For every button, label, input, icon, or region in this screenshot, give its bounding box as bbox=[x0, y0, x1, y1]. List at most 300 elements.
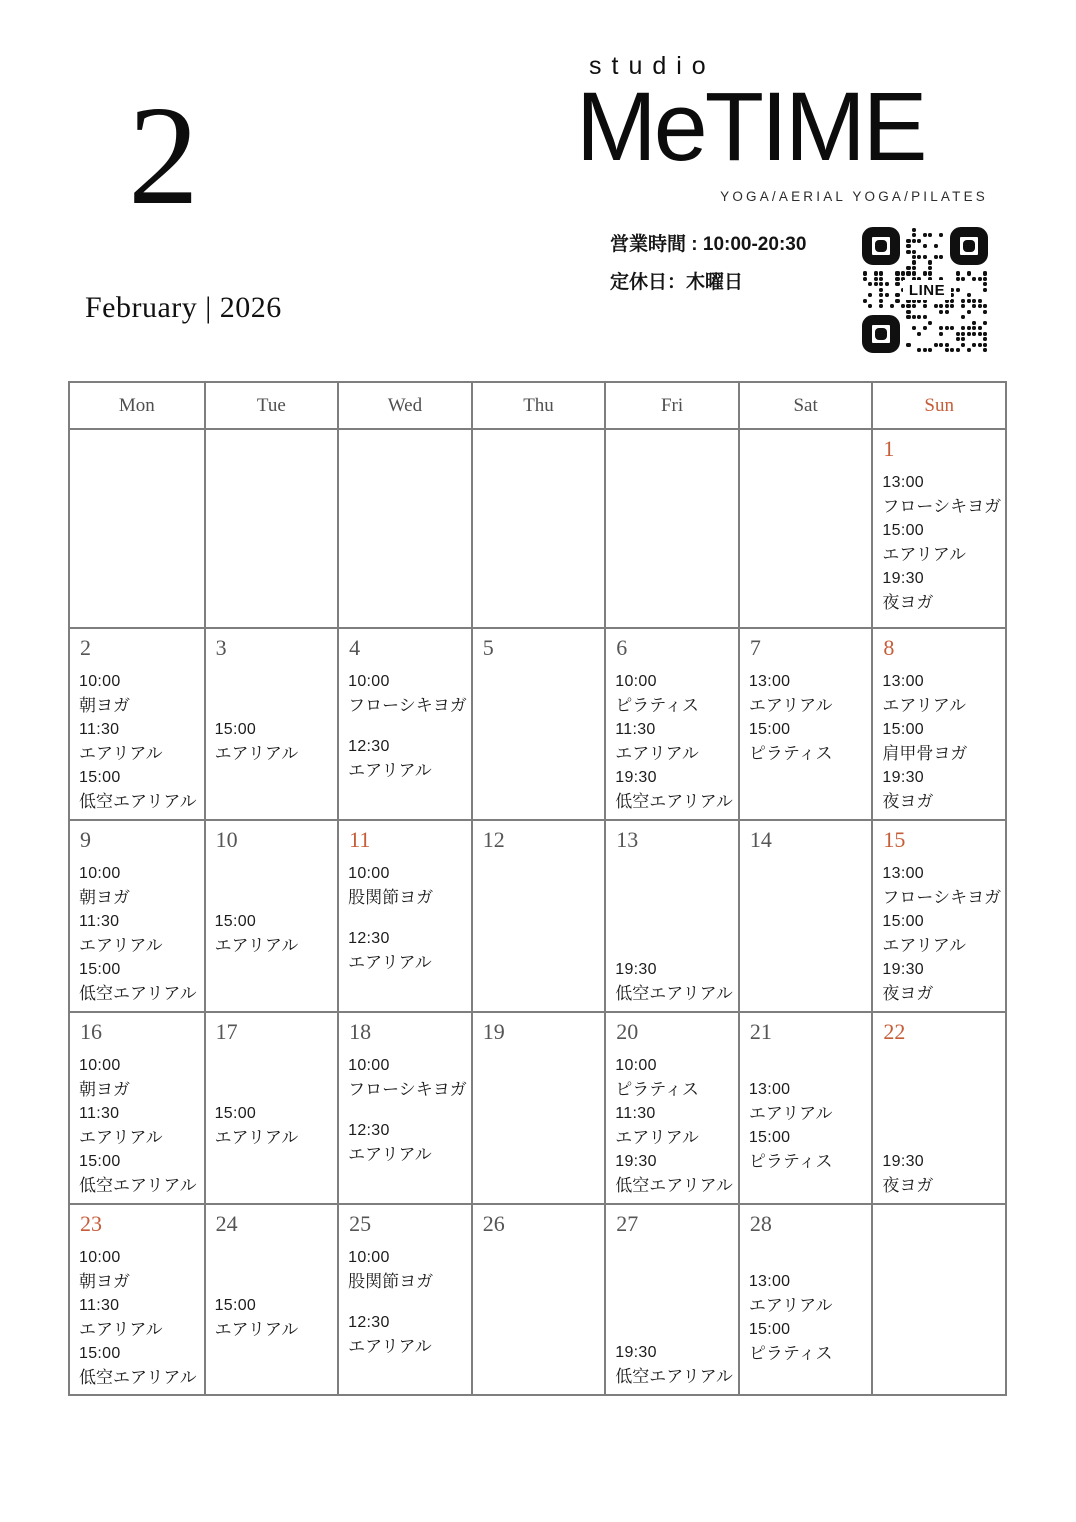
qr-module bbox=[879, 288, 883, 292]
date-number: 14 bbox=[749, 827, 772, 852]
event-time: 12:30 bbox=[348, 738, 390, 755]
event-time: 11:30 bbox=[615, 1105, 656, 1122]
event-time: 13:00 bbox=[882, 474, 924, 491]
date-number: 2 bbox=[80, 635, 91, 660]
events-list bbox=[482, 863, 605, 1007]
event-name: 夜ヨガ bbox=[882, 792, 934, 811]
event-time: 13:00 bbox=[882, 865, 924, 882]
event-name: 低空エアリアル bbox=[79, 1368, 197, 1387]
qr-module bbox=[912, 260, 916, 264]
qr-module bbox=[928, 260, 932, 264]
date-number: 28 bbox=[749, 1211, 772, 1236]
event-name: 低空エアリアル bbox=[615, 792, 733, 811]
event-time: 10:00 bbox=[615, 1057, 657, 1074]
events-list bbox=[348, 671, 471, 815]
qr-module bbox=[879, 277, 883, 281]
events-list bbox=[215, 671, 338, 815]
qr-module bbox=[912, 271, 916, 275]
business-hours: 営業時間 : 10:00-20:30 bbox=[610, 234, 807, 255]
qr-module bbox=[895, 299, 899, 303]
date-number: 8 bbox=[883, 635, 895, 660]
event-name: 股関節ヨガ bbox=[348, 1272, 434, 1291]
date-number: 15 bbox=[883, 827, 906, 852]
qr-module bbox=[901, 271, 905, 275]
qr-module bbox=[956, 332, 960, 336]
qr-module bbox=[895, 277, 899, 281]
calendar-grid-body bbox=[70, 430, 1005, 1394]
qr-module bbox=[923, 326, 927, 330]
event-name: エアリアル bbox=[348, 1145, 432, 1164]
qr-module bbox=[912, 233, 916, 237]
event-time: 15:00 bbox=[214, 913, 257, 930]
event-time: 15:00 bbox=[79, 1345, 121, 1362]
event-time: 19:30 bbox=[615, 1153, 657, 1170]
calendar-cell-26 bbox=[471, 1203, 605, 1394]
qr-module bbox=[983, 332, 987, 336]
calendar-cell-10 bbox=[204, 819, 338, 1011]
qr-module bbox=[917, 332, 921, 336]
qr-module bbox=[978, 326, 982, 330]
date-number: 3 bbox=[215, 635, 227, 660]
event-time: 15:00 bbox=[214, 1296, 257, 1314]
calendar-cell-empty bbox=[604, 430, 738, 627]
event-name: 低空エアリアル bbox=[615, 984, 733, 1003]
calendar-cell-8 bbox=[871, 627, 1005, 819]
event-time: 10:00 bbox=[79, 1057, 121, 1074]
weekday-fri: Fri bbox=[604, 383, 738, 428]
event-name: ピラティス bbox=[748, 1152, 833, 1171]
event-name: エアリアル bbox=[214, 1319, 299, 1339]
qr-module bbox=[956, 348, 960, 352]
date-number: 22 bbox=[883, 1019, 906, 1044]
date-number: 20 bbox=[616, 1019, 639, 1044]
event-name: ピラティス bbox=[615, 696, 699, 715]
calendar-cell-empty bbox=[204, 430, 338, 627]
event-name: エアリアル bbox=[79, 1320, 163, 1339]
qr-module bbox=[934, 343, 938, 347]
calendar-cell-24 bbox=[204, 1203, 338, 1394]
qr-module bbox=[967, 310, 971, 314]
calendar-cell-17 bbox=[204, 1011, 338, 1203]
weekday-mon: Mon bbox=[118, 394, 155, 416]
qr-module bbox=[956, 288, 960, 292]
calendar-cell-19 bbox=[471, 1011, 605, 1203]
qr-module bbox=[879, 293, 883, 297]
event-time: 10:00 bbox=[348, 1249, 390, 1266]
event-name: エアリアル bbox=[348, 1337, 432, 1356]
events-list bbox=[215, 863, 338, 1007]
brand-tagline: YOGA/AERIAL YOGA/PILATES bbox=[720, 189, 988, 204]
qr-module bbox=[906, 250, 910, 254]
qr-module bbox=[928, 266, 932, 270]
event-name: エアリアル bbox=[615, 1128, 699, 1147]
events-list bbox=[79, 1247, 204, 1390]
qr-module bbox=[961, 304, 965, 308]
event-time: 11:30 bbox=[79, 1297, 120, 1314]
qr-module bbox=[950, 348, 954, 352]
date-number: 23 bbox=[80, 1211, 102, 1236]
date-number: 4 bbox=[349, 635, 361, 660]
qr-module bbox=[906, 310, 910, 314]
qr-module bbox=[983, 282, 987, 286]
qr-module bbox=[912, 239, 916, 243]
qr-module bbox=[961, 337, 965, 341]
qr-module bbox=[978, 277, 982, 281]
event-time: 12:30 bbox=[348, 930, 390, 947]
events-list bbox=[882, 1247, 1005, 1390]
weekday-sat: Sat bbox=[738, 383, 872, 428]
events-list bbox=[348, 1247, 471, 1390]
qr-module bbox=[961, 326, 965, 330]
qr-module bbox=[983, 343, 987, 347]
qr-module bbox=[983, 348, 987, 352]
event-name: 朝ヨガ bbox=[79, 696, 130, 715]
qr-module bbox=[939, 304, 943, 308]
qr-module bbox=[906, 304, 910, 308]
qr-module bbox=[923, 271, 927, 275]
qr-module bbox=[945, 310, 949, 314]
qr-module bbox=[912, 266, 916, 270]
qr-module bbox=[972, 343, 976, 347]
event-name: エアリアル bbox=[882, 545, 967, 564]
qr-module bbox=[939, 343, 943, 347]
event-time: 15:00 bbox=[748, 1129, 791, 1146]
qr-module bbox=[961, 343, 965, 347]
brand-studio-text: studio bbox=[589, 52, 716, 80]
calendar-cell-25 bbox=[337, 1203, 471, 1394]
qr-module bbox=[972, 332, 976, 336]
qr-module bbox=[912, 315, 916, 319]
event-time: 12:30 bbox=[348, 1314, 390, 1331]
qr-module bbox=[906, 343, 910, 347]
event-name: 夜ヨガ bbox=[882, 593, 934, 612]
event-time: 10:00 bbox=[348, 673, 390, 690]
events-list bbox=[882, 1055, 1005, 1199]
event-time: 10:00 bbox=[615, 673, 657, 690]
qr-module bbox=[978, 343, 982, 347]
qr-module bbox=[879, 271, 883, 275]
qr-module bbox=[863, 277, 867, 281]
qr-module bbox=[978, 332, 982, 336]
date-number: 19 bbox=[482, 1019, 505, 1044]
event-name: ピラティス bbox=[748, 744, 833, 763]
event-name: 夜ヨガ bbox=[882, 984, 934, 1003]
calendar-cell-13 bbox=[604, 819, 738, 1011]
date-number: 12 bbox=[482, 827, 505, 852]
weekday-tue: Tue bbox=[204, 383, 338, 428]
date-number: 18 bbox=[349, 1019, 372, 1044]
qr-finder bbox=[862, 227, 900, 265]
calendar-cell-4 bbox=[337, 627, 471, 819]
qr-module bbox=[868, 293, 872, 297]
qr-module bbox=[890, 304, 894, 308]
event-name: 肩甲骨ヨガ bbox=[882, 744, 968, 763]
qr-module bbox=[972, 304, 976, 308]
events-list bbox=[749, 1055, 872, 1199]
event-time: 10:00 bbox=[79, 673, 121, 690]
event-time: 11:30 bbox=[79, 721, 120, 738]
event-name: エアリアル bbox=[214, 936, 299, 955]
calendar-cell-9 bbox=[70, 819, 204, 1011]
event-time: 10:00 bbox=[79, 1249, 121, 1266]
qr-module bbox=[874, 271, 878, 275]
event-time: 15:00 bbox=[882, 913, 924, 930]
qr-module bbox=[879, 282, 883, 286]
date-number: 24 bbox=[215, 1211, 238, 1236]
calendar-cell-20 bbox=[604, 1011, 738, 1203]
date-number: 27 bbox=[616, 1211, 639, 1236]
qr-module bbox=[961, 332, 965, 336]
qr-module bbox=[934, 255, 938, 259]
line-label: LINE bbox=[903, 280, 951, 300]
event-time: 13:00 bbox=[882, 673, 924, 690]
qr-module bbox=[917, 315, 921, 319]
qr-module bbox=[912, 228, 916, 232]
event-time: 15:00 bbox=[79, 769, 121, 786]
events-list bbox=[348, 863, 471, 1007]
qr-module bbox=[912, 255, 916, 259]
qr-module bbox=[950, 304, 954, 308]
events-list bbox=[348, 1055, 471, 1199]
event-name: フローシキヨガ bbox=[882, 888, 1002, 907]
events-list bbox=[482, 671, 605, 815]
weekday-thu: Thu bbox=[471, 383, 605, 428]
event-time: 10:00 bbox=[79, 865, 121, 882]
date-number: 6 bbox=[616, 635, 628, 660]
qr-module bbox=[939, 326, 943, 330]
calendar-cell-7 bbox=[738, 627, 872, 819]
event-time: 15:00 bbox=[748, 1320, 791, 1338]
event-name: エアリアル bbox=[348, 953, 432, 972]
event-time: 12:30 bbox=[348, 1122, 390, 1139]
qr-module bbox=[934, 304, 938, 308]
events-list bbox=[749, 671, 872, 815]
qr-module bbox=[961, 315, 965, 319]
qr-module bbox=[885, 293, 889, 297]
date-number: 16 bbox=[80, 1019, 102, 1044]
calendar-cell-27 bbox=[604, 1203, 738, 1394]
qr-module bbox=[956, 337, 960, 341]
qr-module bbox=[967, 293, 971, 297]
closed-day: 定休日：木曜日 bbox=[610, 272, 744, 293]
qr-module bbox=[939, 310, 943, 314]
date-number: 9 bbox=[80, 827, 91, 852]
date-number: 13 bbox=[616, 827, 639, 852]
event-name: ピラティス bbox=[615, 1080, 699, 1099]
qr-module bbox=[939, 233, 943, 237]
events-list bbox=[482, 472, 605, 623]
event-time: 15:00 bbox=[882, 721, 924, 738]
event-name: フローシキヨガ bbox=[882, 497, 1002, 516]
weekday-wed: Wed bbox=[337, 383, 471, 428]
event-time: 15:00 bbox=[882, 522, 924, 539]
events-list bbox=[749, 863, 872, 1007]
qr-module bbox=[967, 299, 971, 303]
qr-module bbox=[956, 271, 960, 275]
qr-module bbox=[863, 271, 867, 275]
calendar-cell-21 bbox=[738, 1011, 872, 1203]
event-time: 15:00 bbox=[748, 721, 791, 738]
qr-module bbox=[978, 299, 982, 303]
qr-module bbox=[906, 266, 910, 270]
qr-module bbox=[912, 250, 916, 254]
qr-module bbox=[983, 304, 987, 308]
calendar-cell-15 bbox=[871, 819, 1005, 1011]
events-list bbox=[79, 863, 204, 1007]
qr-module bbox=[885, 282, 889, 286]
qr-module bbox=[906, 239, 910, 243]
event-name: 朝ヨガ bbox=[79, 1080, 130, 1099]
qr-module bbox=[961, 299, 965, 303]
calendar-cell-28 bbox=[738, 1203, 872, 1394]
event-name: 朝ヨガ bbox=[79, 888, 130, 907]
event-time: 19:30 bbox=[615, 961, 657, 978]
qr-module bbox=[874, 277, 878, 281]
events-list bbox=[482, 1247, 605, 1390]
qr-module bbox=[917, 348, 921, 352]
event-time: 19:30 bbox=[615, 769, 657, 786]
qr-module bbox=[983, 321, 987, 325]
qr-module bbox=[906, 315, 910, 319]
event-time: 11:30 bbox=[79, 1105, 120, 1122]
events-list bbox=[615, 1055, 738, 1199]
weekday-sun: Sun bbox=[871, 383, 1005, 428]
date-number: 1 bbox=[883, 436, 895, 461]
qr-module bbox=[978, 304, 982, 308]
qr-finder bbox=[950, 227, 988, 265]
event-time: 19:30 bbox=[882, 961, 924, 978]
event-name: ピラティス bbox=[748, 1343, 833, 1363]
calendar-cell-5 bbox=[471, 627, 605, 819]
qr-module bbox=[967, 271, 971, 275]
event-name: エアリアル bbox=[615, 744, 699, 763]
qr-module bbox=[950, 326, 954, 330]
event-name: エアリアル bbox=[214, 1128, 299, 1147]
calendar-cell-2 bbox=[70, 627, 204, 819]
qr-finder bbox=[862, 315, 900, 353]
qr-module bbox=[967, 332, 971, 336]
qr-module bbox=[901, 304, 905, 308]
event-name: 股関節ヨガ bbox=[348, 888, 434, 907]
qr-module bbox=[972, 299, 976, 303]
qr-module bbox=[923, 244, 927, 248]
qr-module bbox=[928, 321, 932, 325]
events-list bbox=[882, 863, 1005, 1007]
event-name: 低空エアリアル bbox=[79, 984, 197, 1003]
qr-module bbox=[868, 304, 872, 308]
qr-module bbox=[895, 271, 899, 275]
event-time: 19:30 bbox=[882, 769, 924, 786]
qr-module bbox=[874, 282, 878, 286]
calendar bbox=[68, 381, 1007, 1396]
month-number: 2 bbox=[128, 76, 199, 234]
events-list bbox=[749, 472, 872, 623]
calendar-cell-empty bbox=[738, 430, 872, 627]
event-name: エアリアル bbox=[79, 744, 163, 763]
date-number: 21 bbox=[749, 1019, 772, 1044]
calendar-cell-1 bbox=[871, 430, 1005, 627]
qr-module bbox=[945, 348, 949, 352]
qr-module bbox=[923, 348, 927, 352]
date-number: 26 bbox=[482, 1211, 505, 1236]
qr-module bbox=[939, 255, 943, 259]
calendar-cell-empty bbox=[871, 1203, 1005, 1394]
qr-module bbox=[967, 326, 971, 330]
qr-module bbox=[945, 343, 949, 347]
qr-module bbox=[928, 233, 932, 237]
qr-module bbox=[863, 299, 867, 303]
qr-module bbox=[934, 244, 938, 248]
qr-module bbox=[967, 348, 971, 352]
qr-module bbox=[868, 282, 872, 286]
qr-module bbox=[923, 315, 927, 319]
calendar-cell-empty bbox=[337, 430, 471, 627]
events-list bbox=[482, 1055, 605, 1199]
events-list bbox=[615, 472, 738, 623]
date-number: 10 bbox=[215, 827, 238, 852]
date-number: 25 bbox=[349, 1211, 372, 1236]
qr-module bbox=[972, 277, 976, 281]
calendar-cell-16 bbox=[70, 1011, 204, 1203]
qr-module bbox=[983, 288, 987, 292]
qr-module bbox=[906, 244, 910, 248]
event-time: 19:30 bbox=[882, 1153, 924, 1170]
event-time: 11:30 bbox=[615, 721, 656, 738]
event-name: 低空エアリアル bbox=[79, 1176, 197, 1195]
event-time: 15:00 bbox=[214, 721, 257, 738]
event-name: フローシキヨガ bbox=[348, 1080, 467, 1099]
event-name: 低空エアリアル bbox=[615, 1176, 733, 1195]
event-time: 19:30 bbox=[882, 570, 924, 587]
event-time: 15:00 bbox=[214, 1105, 257, 1122]
event-name: エアリアル bbox=[348, 761, 432, 780]
calendar-cell-empty bbox=[471, 430, 605, 627]
qr-module bbox=[923, 304, 927, 308]
event-name: 朝ヨガ bbox=[79, 1272, 130, 1291]
calendar-cell-14 bbox=[738, 819, 872, 1011]
event-name: エアリアル bbox=[79, 936, 163, 955]
event-name: フローシキヨガ bbox=[348, 696, 467, 715]
event-name: エアリアル bbox=[882, 936, 967, 955]
calendar-cell-6 bbox=[604, 627, 738, 819]
event-name: エアリアル bbox=[748, 1104, 833, 1123]
events-list bbox=[215, 472, 338, 623]
month-label: February | 2026 bbox=[85, 291, 282, 324]
qr-module bbox=[906, 271, 910, 275]
qr-module bbox=[923, 233, 927, 237]
events-list bbox=[348, 472, 471, 623]
calendar-cell-11 bbox=[337, 819, 471, 1011]
event-name: エアリアル bbox=[748, 1295, 833, 1315]
qr-module bbox=[945, 304, 949, 308]
event-time: 19:30 bbox=[615, 1344, 657, 1361]
events-list bbox=[615, 863, 738, 1007]
events-list bbox=[215, 1247, 338, 1390]
qr-module bbox=[917, 239, 921, 243]
event-time: 13:00 bbox=[748, 1272, 791, 1290]
qr-module bbox=[939, 332, 943, 336]
weekday-row bbox=[70, 383, 1005, 430]
calendar-cell-23 bbox=[70, 1203, 204, 1394]
event-time: 15:00 bbox=[79, 961, 121, 978]
event-time: 13:00 bbox=[748, 673, 791, 690]
event-time: 11:30 bbox=[79, 913, 120, 930]
calendar-cell-12 bbox=[471, 819, 605, 1011]
event-name: エアリアル bbox=[79, 1128, 163, 1147]
calendar-cell-18 bbox=[337, 1011, 471, 1203]
calendar-cell-22 bbox=[871, 1011, 1005, 1203]
qr-module bbox=[923, 255, 927, 259]
